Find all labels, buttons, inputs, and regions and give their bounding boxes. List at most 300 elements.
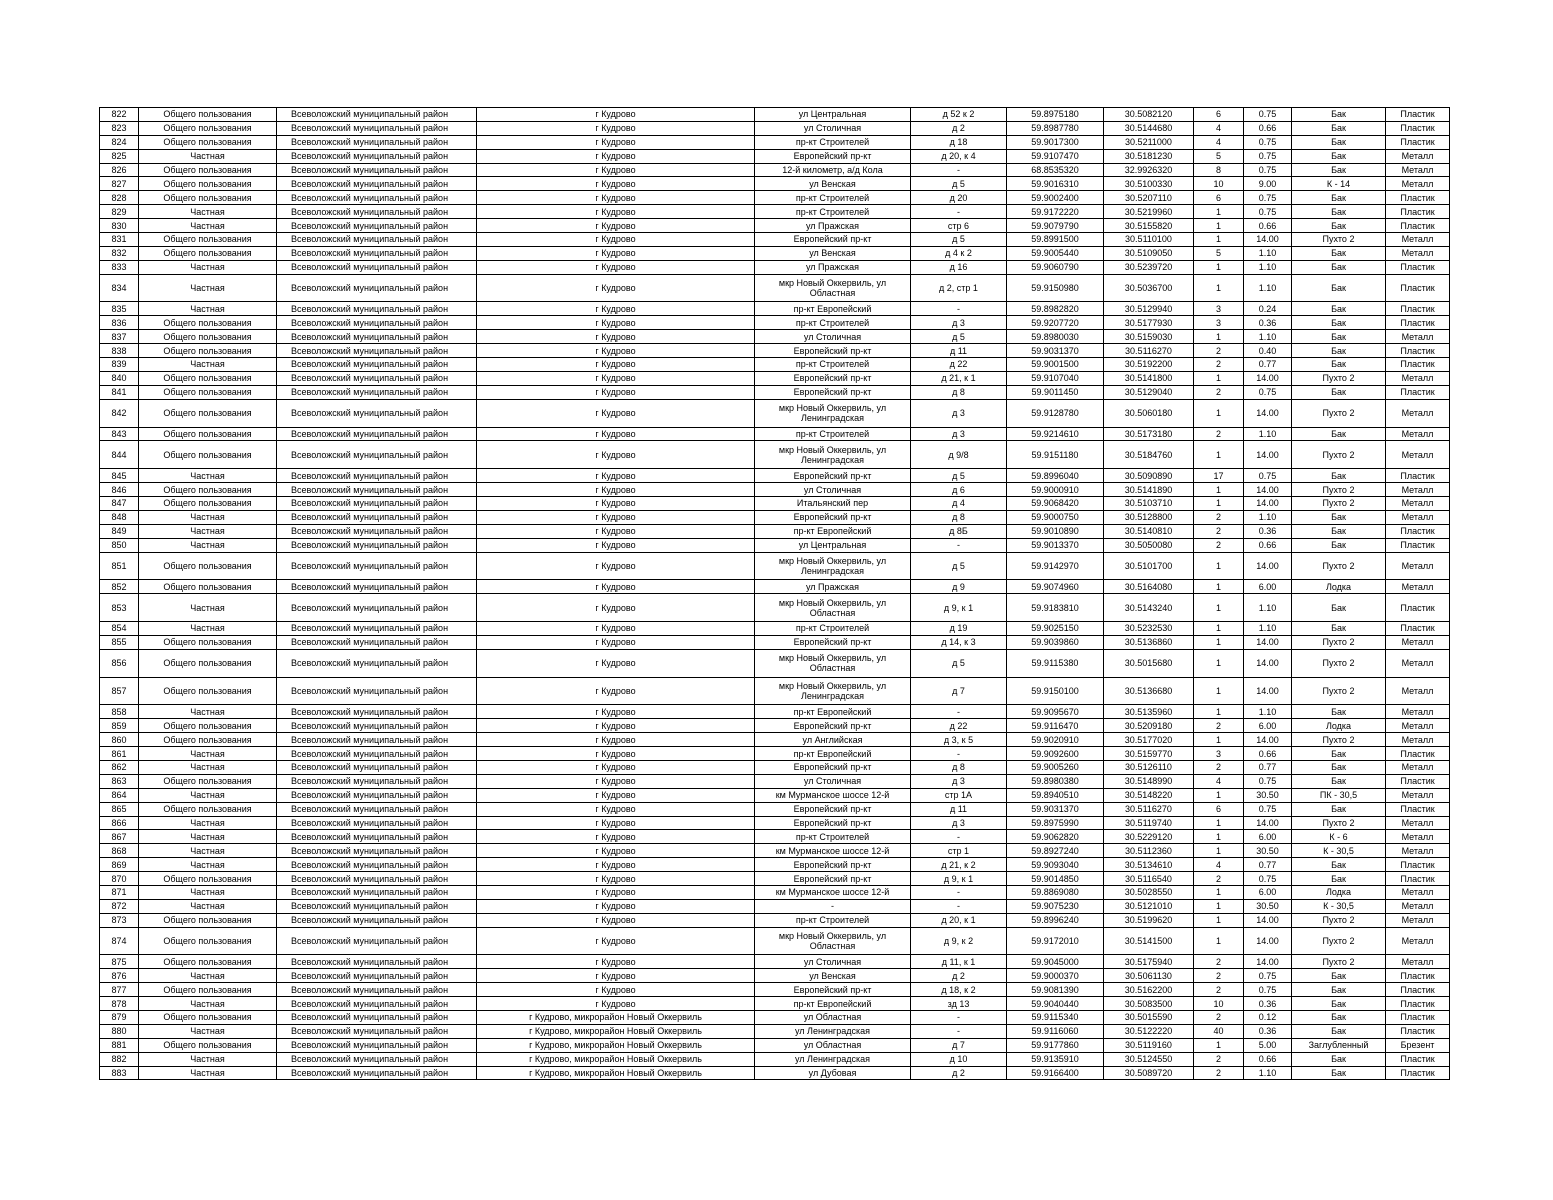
street-cell: ул Пражская bbox=[755, 219, 911, 233]
row-number-cell: 852 bbox=[100, 580, 139, 594]
settlement-cell: г Кудрово bbox=[477, 885, 755, 899]
material-cell: Пластик bbox=[1386, 274, 1450, 302]
row-number-cell: 867 bbox=[100, 830, 139, 844]
street-cell: мкр Новый Оккервиль, ул Областная bbox=[755, 274, 911, 302]
material-cell: Металл bbox=[1386, 163, 1450, 177]
district-cell: Всеволожский муниципальный район bbox=[277, 733, 477, 747]
building-cell: д 19 bbox=[911, 622, 1007, 636]
ownership-type-cell: Общего пользования bbox=[139, 330, 277, 344]
district-cell: Всеволожский муниципальный район bbox=[277, 1024, 477, 1038]
row-number-cell: 879 bbox=[100, 1011, 139, 1025]
street-cell: мкр Новый Оккервиль, ул Ленинградская bbox=[755, 399, 911, 427]
settlement-cell: г Кудрово bbox=[477, 719, 755, 733]
longitude-cell: 30.5083500 bbox=[1104, 997, 1194, 1011]
material-cell: Металл bbox=[1386, 371, 1450, 385]
street-cell: пр-кт Европейский bbox=[755, 524, 911, 538]
container-count-cell: 1 bbox=[1194, 913, 1244, 927]
longitude-cell: 30.5140810 bbox=[1104, 524, 1194, 538]
street-cell: ул Пражская bbox=[755, 580, 911, 594]
street-cell: Европейский пр-кт bbox=[755, 469, 911, 483]
volume-cell: 0.75 bbox=[1244, 205, 1292, 219]
district-cell: Всеволожский муниципальный район bbox=[277, 510, 477, 524]
building-cell: д 9 bbox=[911, 580, 1007, 594]
container-type-cell: Бак bbox=[1292, 872, 1386, 886]
container-type-cell: Пухто 2 bbox=[1292, 677, 1386, 705]
settlement-cell: г Кудрово bbox=[477, 371, 755, 385]
container-type-cell: Бак bbox=[1292, 510, 1386, 524]
latitude-cell: 59.9115340 bbox=[1007, 1011, 1104, 1025]
table-row bbox=[100, 802, 1450, 816]
longitude-cell: 30.5116270 bbox=[1104, 344, 1194, 358]
container-count-cell: 2 bbox=[1194, 427, 1244, 441]
building-cell: - bbox=[911, 163, 1007, 177]
street-cell: Европейский пр-кт bbox=[755, 233, 911, 247]
volume-cell: 0.36 bbox=[1244, 316, 1292, 330]
latitude-cell: 59.9116470 bbox=[1007, 719, 1104, 733]
table-row bbox=[100, 135, 1450, 149]
volume-cell: 6.00 bbox=[1244, 719, 1292, 733]
longitude-cell: 30.5129040 bbox=[1104, 385, 1194, 399]
ownership-type-cell: Частная bbox=[139, 760, 277, 774]
building-cell: д 14, к 3 bbox=[911, 635, 1007, 649]
building-cell: д 22 bbox=[911, 719, 1007, 733]
longitude-cell: 30.5112360 bbox=[1104, 844, 1194, 858]
container-count-cell: 2 bbox=[1194, 524, 1244, 538]
district-cell: Всеволожский муниципальный район bbox=[277, 788, 477, 802]
street-cell: Европейский пр-кт bbox=[755, 858, 911, 872]
street-cell: Итальянский пер bbox=[755, 496, 911, 510]
longitude-cell: 30.5089720 bbox=[1104, 1066, 1194, 1080]
volume-cell: 30.50 bbox=[1244, 899, 1292, 913]
container-type-cell: Бак bbox=[1292, 760, 1386, 774]
district-cell: Всеволожский муниципальный район bbox=[277, 233, 477, 247]
longitude-cell: 30.5036700 bbox=[1104, 274, 1194, 302]
latitude-cell: 59.9074960 bbox=[1007, 580, 1104, 594]
latitude-cell: 59.8975180 bbox=[1007, 108, 1104, 122]
container-count-cell: 1 bbox=[1194, 705, 1244, 719]
table-row bbox=[100, 205, 1450, 219]
ownership-type-cell: Частная bbox=[139, 205, 277, 219]
longitude-cell: 30.5232530 bbox=[1104, 622, 1194, 636]
district-cell: Всеволожский муниципальный район bbox=[277, 802, 477, 816]
ownership-type-cell: Общего пользования bbox=[139, 733, 277, 747]
settlement-cell: г Кудрово bbox=[477, 358, 755, 372]
settlement-cell: г Кудрово, микрорайон Новый Оккервиль bbox=[477, 1024, 755, 1038]
volume-cell: 1.10 bbox=[1244, 1066, 1292, 1080]
building-cell: д 6 bbox=[911, 483, 1007, 497]
ownership-type-cell: Частная bbox=[139, 858, 277, 872]
ownership-type-cell: Общего пользования bbox=[139, 552, 277, 580]
latitude-cell: 59.9031370 bbox=[1007, 802, 1104, 816]
table-row bbox=[100, 483, 1450, 497]
table-row bbox=[100, 733, 1450, 747]
street-cell: мкр Новый Оккервиль, ул Ленинградская bbox=[755, 552, 911, 580]
row-number-cell: 868 bbox=[100, 844, 139, 858]
material-cell: Металл bbox=[1386, 899, 1450, 913]
row-number-cell: 878 bbox=[100, 997, 139, 1011]
building-cell: д 3 bbox=[911, 399, 1007, 427]
building-cell: д 52 к 2 bbox=[911, 108, 1007, 122]
building-cell: д 2 bbox=[911, 121, 1007, 135]
longitude-cell: 30.5181230 bbox=[1104, 149, 1194, 163]
material-cell: Металл bbox=[1386, 635, 1450, 649]
building-cell: стр 1 bbox=[911, 844, 1007, 858]
material-cell: Металл bbox=[1386, 399, 1450, 427]
container-count-cell: 2 bbox=[1194, 1011, 1244, 1025]
ownership-type-cell: Частная bbox=[139, 1066, 277, 1080]
container-count-cell: 6 bbox=[1194, 108, 1244, 122]
longitude-cell: 30.5126110 bbox=[1104, 760, 1194, 774]
latitude-cell: 59.9172220 bbox=[1007, 205, 1104, 219]
table-row bbox=[100, 219, 1450, 233]
volume-cell: 0.12 bbox=[1244, 1011, 1292, 1025]
district-cell: Всеволожский муниципальный район bbox=[277, 677, 477, 705]
row-number-cell: 881 bbox=[100, 1038, 139, 1052]
material-cell: Металл bbox=[1386, 552, 1450, 580]
ownership-type-cell: Общего пользования bbox=[139, 1038, 277, 1052]
settlement-cell: г Кудрово bbox=[477, 344, 755, 358]
row-number-cell: 877 bbox=[100, 983, 139, 997]
row-number-cell: 854 bbox=[100, 622, 139, 636]
ownership-type-cell: Частная bbox=[139, 788, 277, 802]
latitude-cell: 59.8927240 bbox=[1007, 844, 1104, 858]
ownership-type-cell: Частная bbox=[139, 816, 277, 830]
container-type-cell: К - 30,5 bbox=[1292, 844, 1386, 858]
settlement-cell: г Кудрово bbox=[477, 121, 755, 135]
container-type-cell: Бак bbox=[1292, 858, 1386, 872]
building-cell: зд 13 bbox=[911, 997, 1007, 1011]
container-count-cell: 1 bbox=[1194, 594, 1244, 622]
building-cell: д 3 bbox=[911, 816, 1007, 830]
volume-cell: 0.66 bbox=[1244, 219, 1292, 233]
volume-cell: 1.10 bbox=[1244, 274, 1292, 302]
district-cell: Всеволожский муниципальный район bbox=[277, 774, 477, 788]
building-cell: д 5 bbox=[911, 469, 1007, 483]
material-cell: Пластик bbox=[1386, 858, 1450, 872]
ownership-type-cell: Общего пользования bbox=[139, 496, 277, 510]
district-cell: Всеволожский муниципальный район bbox=[277, 469, 477, 483]
material-cell: Пластик bbox=[1386, 774, 1450, 788]
ownership-type-cell: Общего пользования bbox=[139, 1011, 277, 1025]
longitude-cell: 30.5144680 bbox=[1104, 121, 1194, 135]
row-number-cell: 822 bbox=[100, 108, 139, 122]
table-row bbox=[100, 927, 1450, 955]
latitude-cell: 59.9040440 bbox=[1007, 997, 1104, 1011]
container-count-cell: 5 bbox=[1194, 149, 1244, 163]
longitude-cell: 30.5129940 bbox=[1104, 302, 1194, 316]
material-cell: Металл bbox=[1386, 483, 1450, 497]
building-cell: д 9/8 bbox=[911, 441, 1007, 469]
container-type-cell: Бак bbox=[1292, 385, 1386, 399]
material-cell: Пластик bbox=[1386, 205, 1450, 219]
container-type-cell: Пухто 2 bbox=[1292, 441, 1386, 469]
street-cell: ул Английская bbox=[755, 733, 911, 747]
container-type-cell: Бак bbox=[1292, 330, 1386, 344]
ownership-type-cell: Общего пользования bbox=[139, 371, 277, 385]
volume-cell: 5.00 bbox=[1244, 1038, 1292, 1052]
settlement-cell: г Кудрово bbox=[477, 316, 755, 330]
volume-cell: 14.00 bbox=[1244, 233, 1292, 247]
street-cell: пр-кт Строителей bbox=[755, 358, 911, 372]
volume-cell: 0.75 bbox=[1244, 983, 1292, 997]
container-type-cell: Бак bbox=[1292, 121, 1386, 135]
district-cell: Всеволожский муниципальный район bbox=[277, 344, 477, 358]
material-cell: Пластик bbox=[1386, 260, 1450, 274]
row-number-cell: 866 bbox=[100, 816, 139, 830]
container-count-cell: 5 bbox=[1194, 246, 1244, 260]
row-number-cell: 872 bbox=[100, 899, 139, 913]
container-type-cell: Пухто 2 bbox=[1292, 233, 1386, 247]
row-number-cell: 835 bbox=[100, 302, 139, 316]
container-count-cell: 6 bbox=[1194, 191, 1244, 205]
building-cell: д 4 к 2 bbox=[911, 246, 1007, 260]
table-body bbox=[100, 108, 1450, 1080]
table-row bbox=[100, 302, 1450, 316]
street-cell: Европейский пр-кт bbox=[755, 760, 911, 774]
building-cell: д 7 bbox=[911, 677, 1007, 705]
container-count-cell: 1 bbox=[1194, 399, 1244, 427]
table-row bbox=[100, 108, 1450, 122]
container-type-cell: Пухто 2 bbox=[1292, 927, 1386, 955]
ownership-type-cell: Общего пользования bbox=[139, 872, 277, 886]
longitude-cell: 30.5128800 bbox=[1104, 510, 1194, 524]
ownership-type-cell: Общего пользования bbox=[139, 580, 277, 594]
ownership-type-cell: Частная bbox=[139, 260, 277, 274]
volume-cell: 1.10 bbox=[1244, 510, 1292, 524]
street-cell: пр-кт Европейский bbox=[755, 747, 911, 761]
container-count-cell: 3 bbox=[1194, 316, 1244, 330]
container-type-cell: Пухто 2 bbox=[1292, 913, 1386, 927]
table-row bbox=[100, 885, 1450, 899]
container-type-cell: Бак bbox=[1292, 538, 1386, 552]
material-cell: Пластик bbox=[1386, 135, 1450, 149]
container-count-cell: 40 bbox=[1194, 1024, 1244, 1038]
volume-cell: 1.10 bbox=[1244, 330, 1292, 344]
longitude-cell: 30.5109050 bbox=[1104, 246, 1194, 260]
building-cell: д 16 bbox=[911, 260, 1007, 274]
district-cell: Всеволожский муниципальный район bbox=[277, 552, 477, 580]
district-cell: Всеволожский муниципальный район bbox=[277, 135, 477, 149]
ownership-type-cell: Общего пользования bbox=[139, 483, 277, 497]
settlement-cell: г Кудрово bbox=[477, 469, 755, 483]
material-cell: Металл bbox=[1386, 441, 1450, 469]
street-cell: ул Столичная bbox=[755, 330, 911, 344]
container-type-cell: Бак bbox=[1292, 427, 1386, 441]
material-cell: Пластик bbox=[1386, 344, 1450, 358]
row-number-cell: 873 bbox=[100, 913, 139, 927]
building-cell: д 11 bbox=[911, 802, 1007, 816]
street-cell: Европейский пр-кт bbox=[755, 816, 911, 830]
district-cell: Всеволожский муниципальный район bbox=[277, 399, 477, 427]
latitude-cell: 59.9107040 bbox=[1007, 371, 1104, 385]
row-number-cell: 869 bbox=[100, 858, 139, 872]
street-cell: ул Венская bbox=[755, 969, 911, 983]
container-count-cell: 1 bbox=[1194, 649, 1244, 677]
material-cell: Металл bbox=[1386, 177, 1450, 191]
volume-cell: 0.66 bbox=[1244, 747, 1292, 761]
ownership-type-cell: Частная bbox=[139, 149, 277, 163]
row-number-cell: 840 bbox=[100, 371, 139, 385]
street-cell: ул Центральная bbox=[755, 108, 911, 122]
row-number-cell: 882 bbox=[100, 1052, 139, 1066]
latitude-cell: 59.9115380 bbox=[1007, 649, 1104, 677]
district-cell: Всеволожский муниципальный район bbox=[277, 747, 477, 761]
longitude-cell: 30.5136680 bbox=[1104, 677, 1194, 705]
volume-cell: 0.77 bbox=[1244, 858, 1292, 872]
ownership-type-cell: Частная bbox=[139, 1052, 277, 1066]
container-type-cell: Пухто 2 bbox=[1292, 955, 1386, 969]
building-cell: - bbox=[911, 705, 1007, 719]
longitude-cell: 30.5015590 bbox=[1104, 1011, 1194, 1025]
container-type-cell: Лодка bbox=[1292, 885, 1386, 899]
latitude-cell: 59.8996240 bbox=[1007, 913, 1104, 927]
district-cell: Всеволожский муниципальный район bbox=[277, 274, 477, 302]
material-cell: Пластик bbox=[1386, 385, 1450, 399]
volume-cell: 1.10 bbox=[1244, 705, 1292, 719]
street-cell: Европейский пр-кт bbox=[755, 719, 911, 733]
material-cell: Брезент bbox=[1386, 1038, 1450, 1052]
container-count-cell: 10 bbox=[1194, 997, 1244, 1011]
volume-cell: 0.36 bbox=[1244, 524, 1292, 538]
latitude-cell: 59.9207720 bbox=[1007, 316, 1104, 330]
ownership-type-cell: Общего пользования bbox=[139, 135, 277, 149]
longitude-cell: 30.5164080 bbox=[1104, 580, 1194, 594]
volume-cell: 0.40 bbox=[1244, 344, 1292, 358]
latitude-cell: 59.9002400 bbox=[1007, 191, 1104, 205]
street-cell: ул Столичная bbox=[755, 483, 911, 497]
container-count-cell: 2 bbox=[1194, 983, 1244, 997]
building-cell: - bbox=[911, 830, 1007, 844]
district-cell: Всеволожский муниципальный район bbox=[277, 330, 477, 344]
volume-cell: 14.00 bbox=[1244, 552, 1292, 580]
container-type-cell: Заглубленный bbox=[1292, 1038, 1386, 1052]
latitude-cell: 59.9068420 bbox=[1007, 496, 1104, 510]
volume-cell: 14.00 bbox=[1244, 483, 1292, 497]
building-cell: д 2 bbox=[911, 969, 1007, 983]
settlement-cell: г Кудрово bbox=[477, 802, 755, 816]
longitude-cell: 30.5061130 bbox=[1104, 969, 1194, 983]
district-cell: Всеволожский муниципальный район bbox=[277, 580, 477, 594]
table-row bbox=[100, 816, 1450, 830]
latitude-cell: 59.9166400 bbox=[1007, 1066, 1104, 1080]
building-cell: д 3 bbox=[911, 316, 1007, 330]
container-count-cell: 1 bbox=[1194, 274, 1244, 302]
table-row bbox=[100, 622, 1450, 636]
container-type-cell: Бак bbox=[1292, 774, 1386, 788]
street-cell: пр-кт Европейский bbox=[755, 997, 911, 1011]
street-cell: ул Столичная bbox=[755, 955, 911, 969]
volume-cell: 0.77 bbox=[1244, 358, 1292, 372]
district-cell: Всеволожский муниципальный район bbox=[277, 899, 477, 913]
district-cell: Всеволожский муниципальный район bbox=[277, 149, 477, 163]
longitude-cell: 30.5207110 bbox=[1104, 191, 1194, 205]
table-row bbox=[100, 496, 1450, 510]
volume-cell: 0.36 bbox=[1244, 997, 1292, 1011]
longitude-cell: 30.5134610 bbox=[1104, 858, 1194, 872]
settlement-cell: г Кудрово bbox=[477, 441, 755, 469]
district-cell: Всеволожский муниципальный район bbox=[277, 913, 477, 927]
longitude-cell: 30.5119740 bbox=[1104, 816, 1194, 830]
district-cell: Всеволожский муниципальный район bbox=[277, 872, 477, 886]
latitude-cell: 59.8980030 bbox=[1007, 330, 1104, 344]
latitude-cell: 59.9000910 bbox=[1007, 483, 1104, 497]
district-cell: Всеволожский муниципальный район bbox=[277, 719, 477, 733]
latitude-cell: 59.9025150 bbox=[1007, 622, 1104, 636]
ownership-type-cell: Общего пользования bbox=[139, 385, 277, 399]
settlement-cell: г Кудрово bbox=[477, 205, 755, 219]
container-count-cell: 1 bbox=[1194, 788, 1244, 802]
building-cell: д 5 bbox=[911, 552, 1007, 580]
longitude-cell: 30.5239720 bbox=[1104, 260, 1194, 274]
latitude-cell: 59.9011450 bbox=[1007, 385, 1104, 399]
district-cell: Всеволожский муниципальный район bbox=[277, 496, 477, 510]
table-row bbox=[100, 524, 1450, 538]
row-number-cell: 838 bbox=[100, 344, 139, 358]
volume-cell: 30.50 bbox=[1244, 844, 1292, 858]
row-number-cell: 831 bbox=[100, 233, 139, 247]
volume-cell: 0.77 bbox=[1244, 760, 1292, 774]
ownership-type-cell: Частная bbox=[139, 622, 277, 636]
volume-cell: 6.00 bbox=[1244, 830, 1292, 844]
latitude-cell: 59.9107470 bbox=[1007, 149, 1104, 163]
ownership-type-cell: Частная bbox=[139, 358, 277, 372]
material-cell: Металл bbox=[1386, 927, 1450, 955]
container-type-cell: Бак bbox=[1292, 622, 1386, 636]
street-cell: ул Ленинградская bbox=[755, 1024, 911, 1038]
table-row bbox=[100, 552, 1450, 580]
material-cell: Металл bbox=[1386, 705, 1450, 719]
latitude-cell: 59.9000370 bbox=[1007, 969, 1104, 983]
district-cell: Всеволожский муниципальный район bbox=[277, 524, 477, 538]
material-cell: Металл bbox=[1386, 510, 1450, 524]
district-cell: Всеволожский муниципальный район bbox=[277, 594, 477, 622]
container-type-cell: Бак bbox=[1292, 1066, 1386, 1080]
container-type-cell: Бак bbox=[1292, 802, 1386, 816]
longitude-cell: 30.5159770 bbox=[1104, 747, 1194, 761]
settlement-cell: г Кудрово bbox=[477, 177, 755, 191]
container-count-cell: 1 bbox=[1194, 927, 1244, 955]
volume-cell: 6.00 bbox=[1244, 885, 1292, 899]
material-cell: Пластик bbox=[1386, 121, 1450, 135]
building-cell: д 11, к 1 bbox=[911, 955, 1007, 969]
settlement-cell: г Кудрово bbox=[477, 233, 755, 247]
building-cell: д 3 bbox=[911, 774, 1007, 788]
latitude-cell: 59.9095670 bbox=[1007, 705, 1104, 719]
building-cell: - bbox=[911, 747, 1007, 761]
building-cell: д 2, стр 1 bbox=[911, 274, 1007, 302]
street-cell: пр-кт Строителей bbox=[755, 830, 911, 844]
volume-cell: 14.00 bbox=[1244, 399, 1292, 427]
container-type-cell: Пухто 2 bbox=[1292, 371, 1386, 385]
container-count-cell: 17 bbox=[1194, 469, 1244, 483]
latitude-cell: 59.9092600 bbox=[1007, 747, 1104, 761]
row-number-cell: 843 bbox=[100, 427, 139, 441]
ownership-type-cell: Частная bbox=[139, 594, 277, 622]
container-type-cell: Пухто 2 bbox=[1292, 635, 1386, 649]
latitude-cell: 59.9013370 bbox=[1007, 538, 1104, 552]
ownership-type-cell: Общего пользования bbox=[139, 774, 277, 788]
street-cell: пр-кт Строителей bbox=[755, 205, 911, 219]
district-cell: Всеволожский муниципальный район bbox=[277, 858, 477, 872]
district-cell: Всеволожский муниципальный район bbox=[277, 649, 477, 677]
ownership-type-cell: Общего пользования bbox=[139, 635, 277, 649]
volume-cell: 14.00 bbox=[1244, 371, 1292, 385]
material-cell: Пластик bbox=[1386, 1011, 1450, 1025]
row-number-cell: 846 bbox=[100, 483, 139, 497]
street-cell: Европейский пр-кт bbox=[755, 802, 911, 816]
latitude-cell: 59.9000750 bbox=[1007, 510, 1104, 524]
latitude-cell: 59.9020910 bbox=[1007, 733, 1104, 747]
